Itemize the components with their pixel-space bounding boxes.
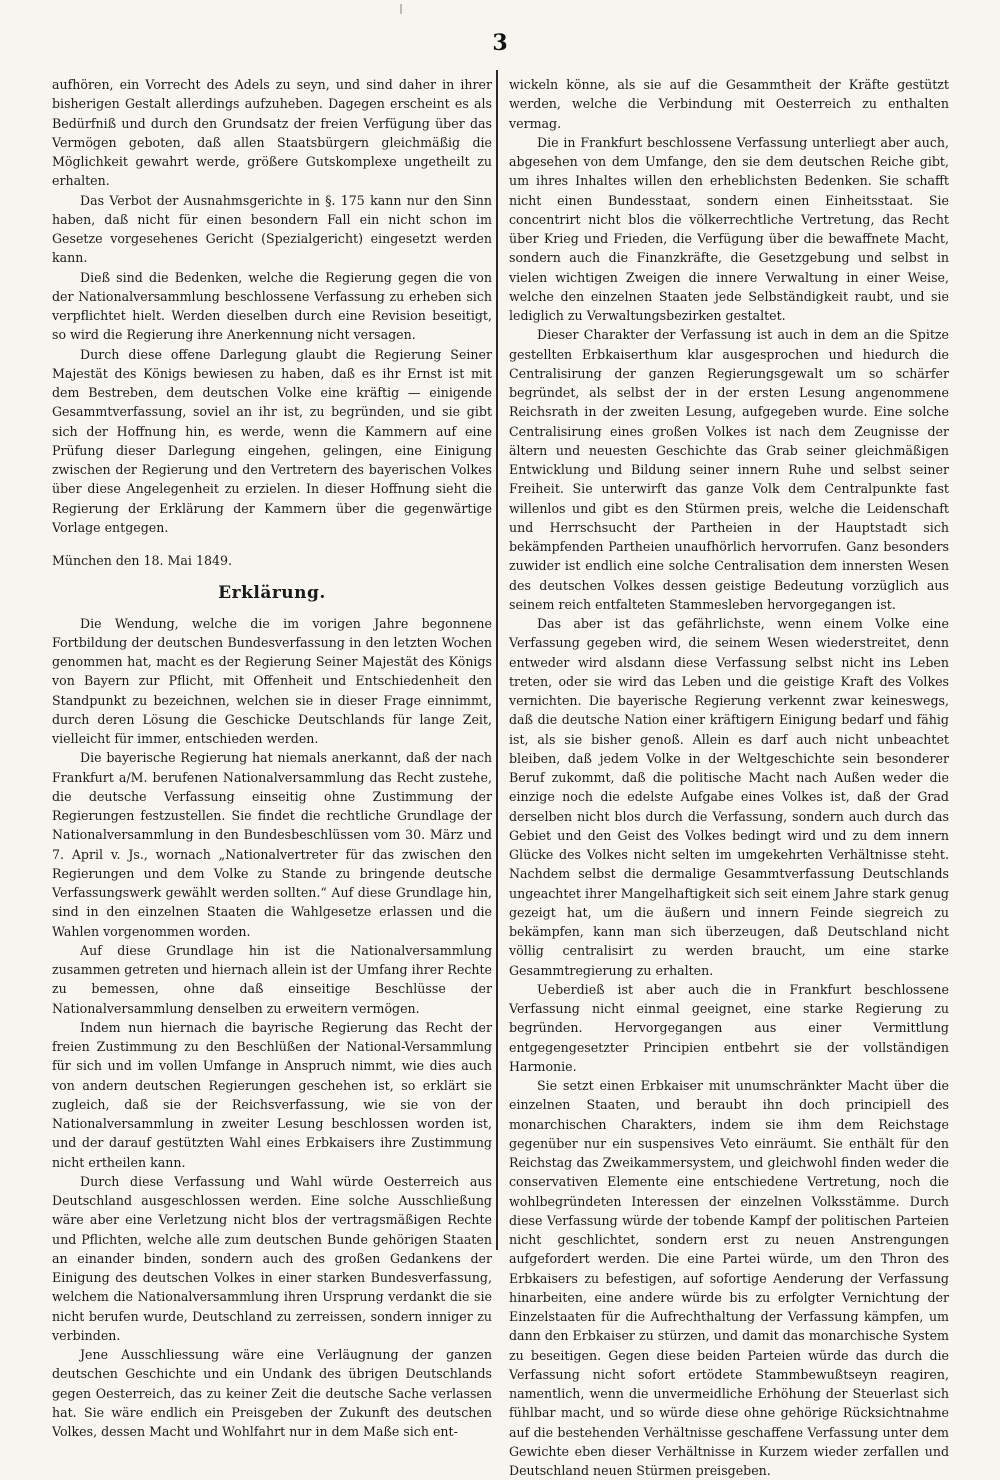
paragraph: Das aber ist das gefährlichste, wenn einem Volke eine Verfassung gegeben wird, die seinem Wesen wiederstreitet, denn entweder wird alsdann diese Verfassung selbst nicht ins Leben treten, oder sie wird das Leben und die geistige Kraft des Volkes vernichten. Die bayerische Regierung verkennt zwar keineswegs, daß die deutsche Nation einer kräftigern Einigung bedarf und fähig ist, als sie bisher genoß. Allein es darf auch nicht unbeachtet bleiben, daß jedem Volke in der Weltgeschichte sein besonderer Beruf zukommt, daß die politische Macht nach Außen weder die einzige noch die edelste Aufgabe eines Volkes ist, daß der Grad derselben nicht blos durch die Verfassung, sondern auch durch das Gebiet und den Geist des Volkes bedingt wird und zu dem innern Glücke des Volkes nicht selten im umgekehrten Verhältnisse steht. Nachdem selbst die dermalige Gesammtverfassung Deutschlands ungeachtet ihrer Mangelhaftigkeit sich seit einem Jahre stark genug gezeigt hat, um die äußern und innern Feinde siegreich zu bekämpfen, kann man sich überzeugen, daß Deutschland nicht völlig centralisirt zu werden braucht, um eine starke Gesammtregierung zu erhalten. — [509, 616, 949, 978]
paragraph: Die Wendung, welche die im vorigen Jahre begonnene Fortbildung der deutschen Bundesverfassung in den letzten Wochen genommen hat, macht es der Regierung Seiner Majestät des Königs von Bayern zur Pflicht, mit Offenheit und Entschiedenheit den Standpunkt zu bezeichnen, welchen sie in dieser Frage einnimmt, durch deren Lösung die Geschicke Deutschlands für lange Zeit, vielleicht für immer, entschieden werden. — [52, 615, 492, 746]
paragraph: Die in Frankfurt beschlossene Verfassung unterliegt aber auch, abgesehen von dem Umfange, den sie dem deutschen Reiche gibt, um ihres Inhaltes willen den erheblichsten Bedenken. Sie schafft nicht einen Bundesstaat, sondern einen Einheitsstaat. Sie concentrirt nicht blos die völkerrechtliche Vertretung, das Recht über Krieg und Frieden, die Verfügung über die bewaffnete Macht, sondern auch die Finanzkräfte, die Gesetzgebung und selbst in vielen wichtigen Zweigen die innere Verwaltung in einer Weise, welche den einzelnen Staaten jede Selbständigkeit raubt, und sie lediglich zu Verwaltungsbezirken gestaltet. — [509, 134, 949, 323]
paragraph: Durch diese offene Darlegung glaubt die Regierung Seiner Majestät des Königs bewiesen zu haben, daß es ihr Ernst ist mit dem Bestreben, dem deutschen Volke eine kräftig — einigende Gesammtverfassung, soviel an ihr ist, zu begründen, und sie gibt sich der Hoffnung hin, es werde, wenn die Kammern auf eine Prüfung dieser Darlegung eingehen, gelingen, eine Einigung zwischen der Regierung und den Vertretern des bayerischen Volkes über diese Angelegenheit zu erzielen. In dieser Hoffnung sieht die Regierung der Erklärung der Kammern über die gegenwärtige Vorlage entgegen. — [52, 346, 492, 535]
paragraph: Durch diese Verfassung und Wahl würde Oesterreich aus Deutschland ausgeschlossen werden. Eine solche Ausschließung wäre aber eine Verletzung nicht blos der vertragsmäßigen Rechte und Pflichten, welche alle zum deutschen Bunde gehörigen Staaten an einander binden, sondern auch des großen Gedankens der Einigung des deutschen Volkes in einer starken Bundesverfassung, welchem die Nationalversammlung ihren Ursprung verdankt die sie nicht berufen wurde, Deutschland zu zerreissen, sondern inniger zu verbinden. — [52, 1173, 492, 1343]
section-heading: Erklärung. — [218, 583, 326, 604]
paragraph: Auf diese Grundlage hin ist die Nationalversammlung zusammen getreten und hiernach allein ist der Umfang ihrer Rechte zu bemessen, ohne daß einseitige Beschlüsse der Nationalversammlung denselben zu erweitern vermögen. — [52, 942, 492, 1016]
paragraph: Das Verbot der Ausnahmsgerichte in §. 175 kann nur den Sinn haben, daß nicht für einen besondern Fall ein nicht schon im Gesetze vorgesehenes Gericht (Spezialgericht) eingesetzt werden kann. — [52, 192, 492, 266]
paragraph: Ueberdieß ist aber auch die in Frankfurt beschlossene Verfassung nicht einmal geeignet, eine starke Regierung zu begründen. Hervorgegangen aus einer Vermittlung entgegengesetzter Principien entbehrt sie der vollständigen Harmonie. — [509, 981, 949, 1074]
paragraph: Indem nun hiernach die bayrische Regierung das Recht der freien Zustimmung zu den Beschlüßen der National-Versammlung für sich und im vollen Umfange in Anspruch nimmt, wie dies auch von andern deutschen Regierungen geschehen ist, so erklärt sie zugleich, daß sie der Reichsverfassung, wie sie von der Nationalversammlung in zweiter Lesung beschlossen worden ist, und der darauf gestützten Wahl eines Erbkaisers ihre Zustimmung nicht ertheilen kann. — [52, 1019, 492, 1170]
paragraph: Sie setzt einen Erbkaiser mit unumschränkter Macht über die einzelnen Staaten, und beraubt ihn doch principiell des monarchischen Charakters, indem sie ihm dem Reichstage gegenüber nur ein suspensives Veto einräumt. Sie enthält für den Reichstag das Zweikammersystem, und gleichwohl finden weder die conservativen Elemente eine entschiedene Vertretung, noch die wohlbegründeten Interessen der einzelnen Volksstämme. Durch diese Verfassung würde der tobende Kampf der politischen Parteien nicht geschlichtet, sondern erst zu neuen Anstrengungen aufgefordert werden. Die eine Partei würde, um den Thron des Erbkaisers zu befestigen, auf sofortige Aenderung der Verfassung hinarbeiten, eine andere würde bis zu erfolgter Vernichtung der Einzelstaaten für die Aufrechthaltung der Verfassung kämpfen, um dann den Erbkaiser zu stürzen, und damit das monarchische System zu beseitigen. Gegen diese beiden Parteien würde das durch die Verfassung nicht sofort ertödete Stammbewußtseyn reagiren, namentlich, wenn die unvermeidliche Erhöhung der Steuerlast sich fühlbar macht, und so würde diese ohne gehörige Rücksichtnahme auf die bestehenden Verhältnisse geschaffene Verfassung unter dem Gewichte eben dieser Verhältnisse in Kurzem wieder zerfallen und Deutschland neuen Stürmen preisgeben. — [509, 1078, 949, 1478]
page-number: 3 — [492, 30, 508, 56]
left-column — [52, 75, 492, 1441]
paragraph: wickeln könne, als sie auf die Gesammtheit der Kräfte gestützt werden, welche die Verbindung mit Oesterreich zu enthalten vermag. — [509, 77, 949, 131]
column-divider — [496, 70, 498, 1250]
paragraph: Dieser Charakter der Verfassung ist auch in dem an die Spitze gestellten Erbkaiserthum klar ausgesprochen und hiedurch die Centralisirung der ganzen Regierungsgewalt um so schärfer begründet, als selbst der in der ersten Lesung angenommene Reichsrath in der zweiten Lesung, aufgegeben wurde. Eine solche Centralisirung eines großen Volkes ist nach dem Zeugnisse der ältern und neuesten Geschichte das Grab seiner gleichmäßigen Entwicklung und Bildung seiner innern Ruhe und selbst seiner Freiheit. Sie unterwirft das ganze Volk dem Centralpunkte fast willenlos und gibt es den Stürmen preis, welche die Leidenschaft und Herrschsucht der Partheien in der Hauptstadt sich bekämpfenden Partheien unaufhörlich hervorrufen. Ganz besonders zuwider ist endlich eine solche Centralisation dem innersten Wesen des deutschen Volkes dessen geistige Bedeutung vorzüglich aus seinem reich entfalteten Stammesleben hervorgegangen ist. — [509, 327, 949, 612]
dateline: München den 18. Mai 1849. — [52, 553, 232, 568]
paragraph: aufhören, ein Vorrecht des Adels zu seyn, und sind daher in ihrer bisherigen Gestalt allerdings aufzuheben. Dagegen erscheint es als Bedürfniß und durch den Grundsatz der freien Verfügung über das Vermögen geboten, daß allen Staatsbürgern gleichmäßig die Möglichkeit gewahrt werde, größere Gutskomplexe ungetheilt zu erhalten. — [52, 77, 492, 189]
right-column — [509, 75, 949, 1480]
paragraph: Die bayerische Regierung hat niemals anerkannt, daß der nach Frankfurt a/M. berufenen Nationalversammlung das Recht zustehe, die deutsche Verfassung einseitig ohne Zustimmung der Regierungen festzustellen. Sie findet die rechtliche Grundlage der Nationalversammlung in den Bundesbeschlüssen vom 30. März und 7. April v. Js., wornach „Nationalvertreter für das zwischen den Regierungen und dem Volke zu Stande zu bringende deutsche Verfassungswerk gewählt werden sollten.“ Auf diese Grundlage hin, sind in den einzelnen Staaten die Wahlgesetze erlassen und die Wahlen vorgenommen worden. — [52, 750, 492, 939]
paragraph: Jene Ausschliessung wäre eine Verläugnung der ganzen deutschen Geschichte und ein Undank des übrigen Deutschlands gegen Oesterreich, das zu keiner Zeit die deutsche Sache verlassen hat. Sie wäre endlich ein Preisgeben der Zukunft des deutschen Volkes, dessen Macht und Wohlfahrt nur in dem Maße sich ent- — [52, 1347, 492, 1439]
print-mark — [400, 4, 402, 14]
paragraph: Dieß sind die Bedenken, welche die Regierung gegen die von der Nationalversammlung beschlossene Verfassung zu erheben sich verpflichtet hielt. Werden dieselben durch eine Revision beseitigt, so wird die Regierung ihre Anerkennung nicht versagen. — [52, 269, 492, 343]
